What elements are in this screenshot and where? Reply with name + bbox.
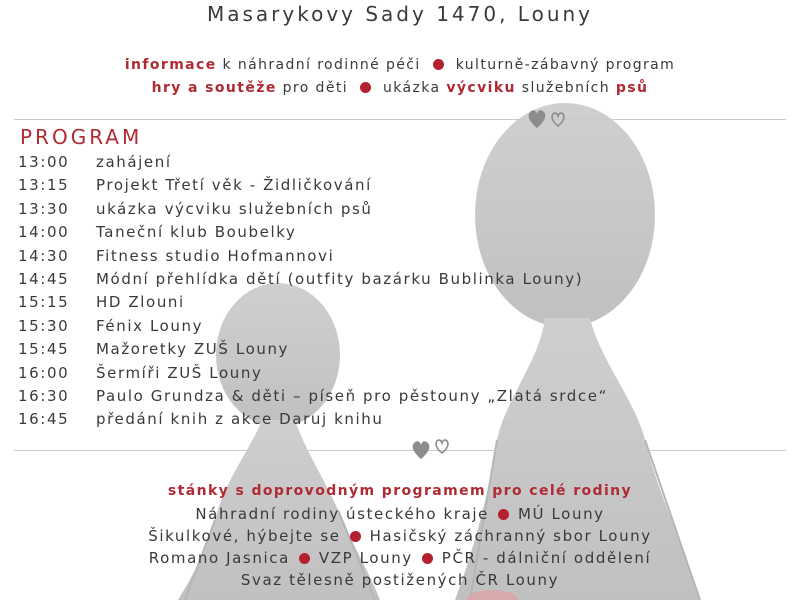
- program-title: PROGRAM: [20, 125, 143, 149]
- schedule-time: 13:15: [18, 176, 70, 195]
- schedule-time: 15:15: [18, 293, 70, 312]
- schedule-time: 14:30: [18, 246, 70, 265]
- schedule-text: Šermíři ZUŠ Louny: [96, 363, 263, 382]
- stand-entry: VZP Louny: [318, 549, 413, 567]
- bullet-dot: [433, 59, 444, 70]
- schedule-time: 13:00: [18, 153, 70, 171]
- schedule-text: Mažoretky ZUŠ Louny: [96, 340, 290, 359]
- bullet-dot: [360, 82, 371, 93]
- schedule-time: 16:30: [18, 386, 70, 405]
- schedule-item: [18, 198, 608, 221]
- schedule-item: [18, 385, 608, 408]
- stand-entry: Hasičský záchranný sbor Louny: [369, 527, 652, 545]
- schedule-item: [18, 338, 608, 361]
- highlights-line-2: [0, 80, 800, 96]
- schedule-text: Módní přehlídka dětí (outfity bazárku Bublinka Louny): [96, 269, 584, 288]
- schedule-text: HD Zlouni: [96, 293, 185, 312]
- schedule-item: [18, 245, 608, 268]
- stands-line-2: [0, 527, 800, 545]
- schedule-text: Projekt Třetí věk - Židličkování: [96, 176, 372, 195]
- highlight-info-rest: k náhradní rodinné péči: [216, 57, 421, 73]
- schedule-item: [18, 268, 608, 291]
- highlight-games-bold: hry a soutěže: [151, 80, 277, 96]
- bullet-dot: [498, 509, 509, 520]
- stand-entry: Svaz tělesně postižených ČR Louny: [240, 571, 560, 589]
- highlight-games-rest: pro děti: [276, 80, 349, 96]
- highlight-dogs-bold: výcviku: [446, 80, 516, 96]
- schedule-text: Fitness studio Hofmannovi: [96, 246, 335, 265]
- stands-line-3: [0, 549, 800, 567]
- stands-title: stánky s doprovodným programem pro celé rodiny: [167, 483, 633, 499]
- section-divider: [14, 450, 786, 451]
- schedule-text: Paulo Grundza & děti – píseň pro pěstouny „Zlatá srdce“: [96, 386, 608, 405]
- schedule-time: 15:30: [18, 316, 70, 335]
- schedule-time: 14:45: [18, 269, 70, 288]
- highlight-dogs-mid: služebních: [515, 80, 616, 96]
- highlight-culture: kulturně-zábavný program: [455, 57, 676, 73]
- schedule-text: ukázka výcviku služebních psů: [96, 199, 373, 218]
- schedule-time: 16:45: [18, 410, 70, 429]
- stand-entry: PČR - dálniční oddělení: [441, 549, 652, 567]
- schedule-time: 15:45: [18, 340, 70, 359]
- schedule-text: předání knih z akce Daruj knihu: [96, 410, 384, 429]
- schedule-text: Taneční klub Boubelky: [96, 223, 297, 242]
- schedule-time: 13:30: [18, 199, 70, 218]
- schedule-item: [18, 408, 608, 431]
- heart-icon: [525, 104, 571, 132]
- schedule-item: [18, 362, 608, 385]
- bullet-dot: [299, 553, 310, 564]
- highlight-dogs-bold2: psů: [615, 80, 649, 96]
- bullet-dot: [350, 531, 361, 542]
- schedule-item: [18, 151, 608, 174]
- schedule-item: [18, 221, 608, 244]
- schedule-text: zahájení: [96, 153, 172, 171]
- schedule-item: [18, 315, 608, 338]
- program-schedule: [18, 151, 608, 432]
- heart-icon: [409, 433, 455, 463]
- schedule-item: [18, 291, 608, 314]
- stand-entry: Romano Jasnica: [148, 549, 290, 567]
- schedule-text: Fénix Louny: [96, 316, 204, 335]
- highlights-line-1: [0, 57, 800, 73]
- schedule-item: [18, 174, 608, 197]
- event-address: Masarykovy Sady 1470, Louny: [206, 2, 594, 26]
- highlight-info-bold: informace: [124, 57, 217, 73]
- stands-line-1: [0, 505, 800, 523]
- stand-entry: MÚ Louny: [518, 505, 605, 523]
- stand-entry: Šikulkové, hýbejte se: [148, 527, 341, 545]
- schedule-time: 16:00: [18, 363, 70, 382]
- bullet-dot: [422, 553, 433, 564]
- stand-entry: Náhradní rodiny ústeckého kraje: [195, 505, 489, 523]
- schedule-time: 14:00: [18, 223, 70, 242]
- highlight-dogs-pre: ukázka: [383, 80, 447, 96]
- section-divider: [14, 119, 786, 120]
- stands-line-4: [0, 571, 800, 589]
